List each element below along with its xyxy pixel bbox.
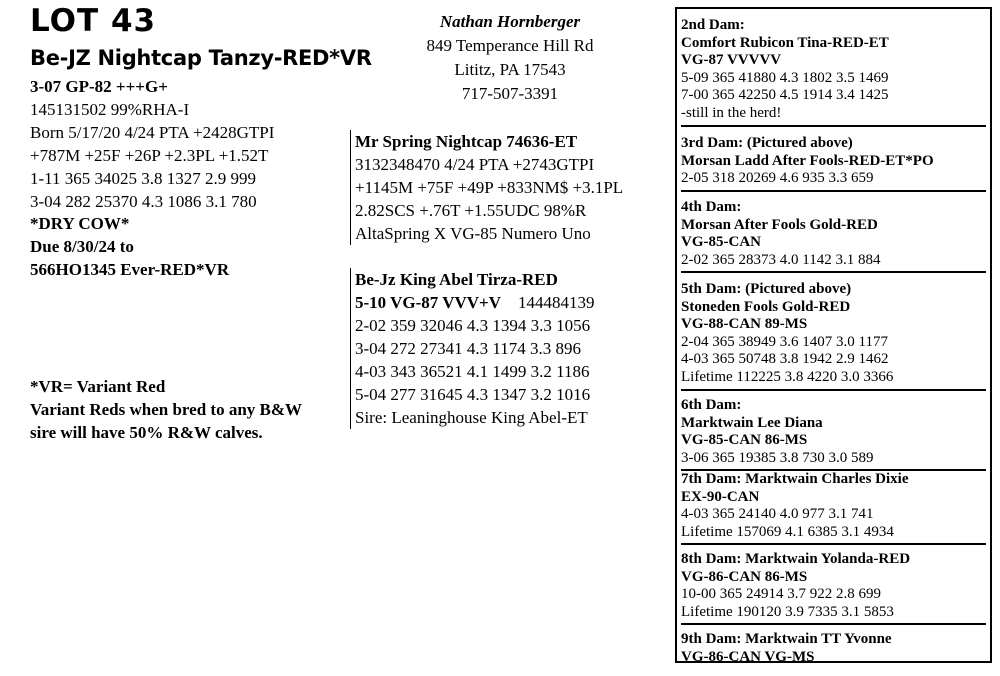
dam-registration: 144484139: [518, 293, 595, 312]
ancestor-line: Morsan After Fools Gold-RED: [681, 216, 878, 233]
cow-detail-line: *DRY COW*: [30, 214, 130, 234]
cow-detail-line: 145131502 99%RHA-I: [30, 99, 190, 119]
seller-address: 849 Temperance Hill Rd: [426, 36, 594, 55]
ancestor-entry: [681, 135, 986, 192]
ancestor-entry: [681, 281, 986, 391]
seller-name: Nathan Hornberger: [439, 12, 581, 31]
vr-note-line: Variant Reds when bred to any B&W: [30, 399, 303, 419]
dam-class-row: [355, 291, 675, 314]
dam-line: 4-03 343 36521 4.1 1499 3.2 1186: [355, 362, 590, 381]
dam-classification: 5-10 VG-87 VVV+V: [355, 293, 502, 312]
seller-info: [400, 10, 620, 106]
cow-name: Be-JZ Nightcap Tanzy-RED*VR: [30, 46, 372, 70]
sire-name: Mr Spring Nightcap 74636-ET: [355, 132, 578, 151]
seller-phone: 717-507-3391: [461, 84, 559, 103]
ancestor-line: 2-02 365 28373 4.0 1142 3.1 884: [681, 251, 881, 268]
ancestor-line: 2nd Dam:: [681, 17, 745, 33]
ancestor-line: VG-85-CAN 86-MS: [681, 432, 808, 449]
ancestor-line: Comfort Rubicon Tina-RED-ET: [681, 34, 889, 51]
ancestor-line: VG-88-CAN 89-MS: [681, 316, 808, 333]
cow-detail-line: 566HO1345 Ever-RED*VR: [30, 260, 230, 280]
ancestor-line: 5-09 365 41880 4.3 1802 3.5 1469: [681, 69, 889, 86]
ancestor-line: Marktwain Lee Diana: [681, 414, 823, 431]
ancestor-line: 10-00 365 24914 3.7 922 2.8 699: [681, 586, 881, 603]
ancestor-entry: [681, 397, 986, 471]
ancestor-line: Morsan Ladd After Fools-RED-ET*PO: [681, 152, 934, 169]
ancestor-line: 4-03 365 50748 3.8 1942 2.9 1462: [681, 351, 889, 368]
ancestor-line: 7-00 365 42250 4.5 1914 3.4 1425: [681, 87, 889, 104]
ancestor-line: 3-06 365 19385 3.8 730 3.0 589: [681, 449, 874, 466]
ancestor-line: VG-86-CAN 86-MS: [681, 568, 808, 585]
sire-line: 3132348470 4/24 PTA +2743GTPI: [355, 155, 595, 174]
dam-name: Be-Jz King Abel Tirza-RED: [355, 270, 558, 289]
ancestor-line: 4th Dam:: [681, 199, 742, 215]
dam-line: 3-04 272 27341 4.3 1174 3.3 896: [355, 339, 582, 358]
ancestor-line: Lifetime 190120 3.9 7335 3.1 5853: [681, 603, 894, 620]
ancestor-line: 6th Dam:: [681, 397, 742, 413]
ancestor-line: EX-90-CAN: [681, 488, 760, 505]
ancestry-box: [675, 7, 992, 663]
ancestor-line: 3rd Dam: (Pictured above): [681, 135, 853, 151]
cow-detail-line: 3-07 GP-82 +++G+: [30, 77, 168, 96]
sire-line: AltaSpring X VG-85 Numero Uno: [355, 224, 591, 243]
sire-line: 2.82SCS +.76T +1.55UDC 98%R: [355, 201, 587, 220]
ancestor-line: Stoneden Fools Gold-RED: [681, 298, 851, 315]
variant-red-note: [30, 376, 350, 445]
ancestor-line: Lifetime 112225 3.8 4220 3.0 3366: [681, 368, 894, 385]
cow-detail-line: 3-04 282 25370 4.3 1086 3.1 780: [30, 191, 257, 211]
ancestor-line: 7th Dam: Marktwain Charles Dixie: [681, 471, 909, 487]
vr-note-line: sire will have 50% R&W calves.: [30, 422, 263, 442]
sire-line: +1145M +75F +49P +833NM$ +3.1PL: [355, 178, 624, 197]
cow-detail-line: 1-11 365 34025 3.8 1327 2.9 999: [30, 168, 257, 188]
dam-line: 2-02 359 32046 4.3 1394 3.3 1056: [355, 316, 591, 335]
ancestor-line: 9th Dam: Marktwain TT Yvonne: [681, 631, 892, 647]
ancestor-line: 4-03 365 24140 4.0 977 3.1 741: [681, 506, 874, 523]
ancestor-line: VG-85-CAN: [681, 234, 761, 251]
cow-detail-line: Born 5/17/20 4/24 PTA +2428GTPI: [30, 122, 275, 142]
ancestor-entry: [681, 631, 986, 668]
ancestor-entry: [681, 551, 986, 625]
ancestor-line: VG-86-CAN VG-MS: [681, 648, 815, 665]
ancestor-line: Lifetime 157069 4.1 6385 3.1 4934: [681, 523, 894, 540]
dam-block: [350, 268, 675, 429]
ancestor-line: 2-05 318 20269 4.6 935 3.3 659: [681, 170, 874, 187]
sire-block: [350, 130, 675, 245]
seller-city: Lititz, PA 17543: [454, 60, 566, 79]
cow-detail-line: +787M +25F +26P +2.3PL +1.52T: [30, 145, 269, 165]
vr-note-line: *VR= Variant Red: [30, 377, 166, 396]
lot-number: LOT 43: [30, 3, 157, 39]
ancestor-line: -still in the herd!: [681, 104, 782, 121]
ancestor-entry: [681, 199, 986, 273]
cow-details: [30, 76, 350, 282]
ancestor-line: 2-04 365 38949 3.6 1407 3.0 1177: [681, 333, 888, 350]
ancestor-entry: [681, 17, 986, 127]
cow-detail-line: Due 8/30/24 to: [30, 237, 134, 257]
dam-line: 5-04 277 31645 4.3 1347 3.2 1016: [355, 385, 591, 404]
ancestor-line: 8th Dam: Marktwain Yolanda-RED: [681, 551, 911, 567]
ancestor-entry: [681, 471, 986, 545]
dam-line: Sire: Leaninghouse King Abel-ET: [355, 408, 588, 427]
ancestor-line: VG-87 VVVVV: [681, 52, 782, 69]
ancestor-line: 5th Dam: (Pictured above): [681, 281, 852, 297]
